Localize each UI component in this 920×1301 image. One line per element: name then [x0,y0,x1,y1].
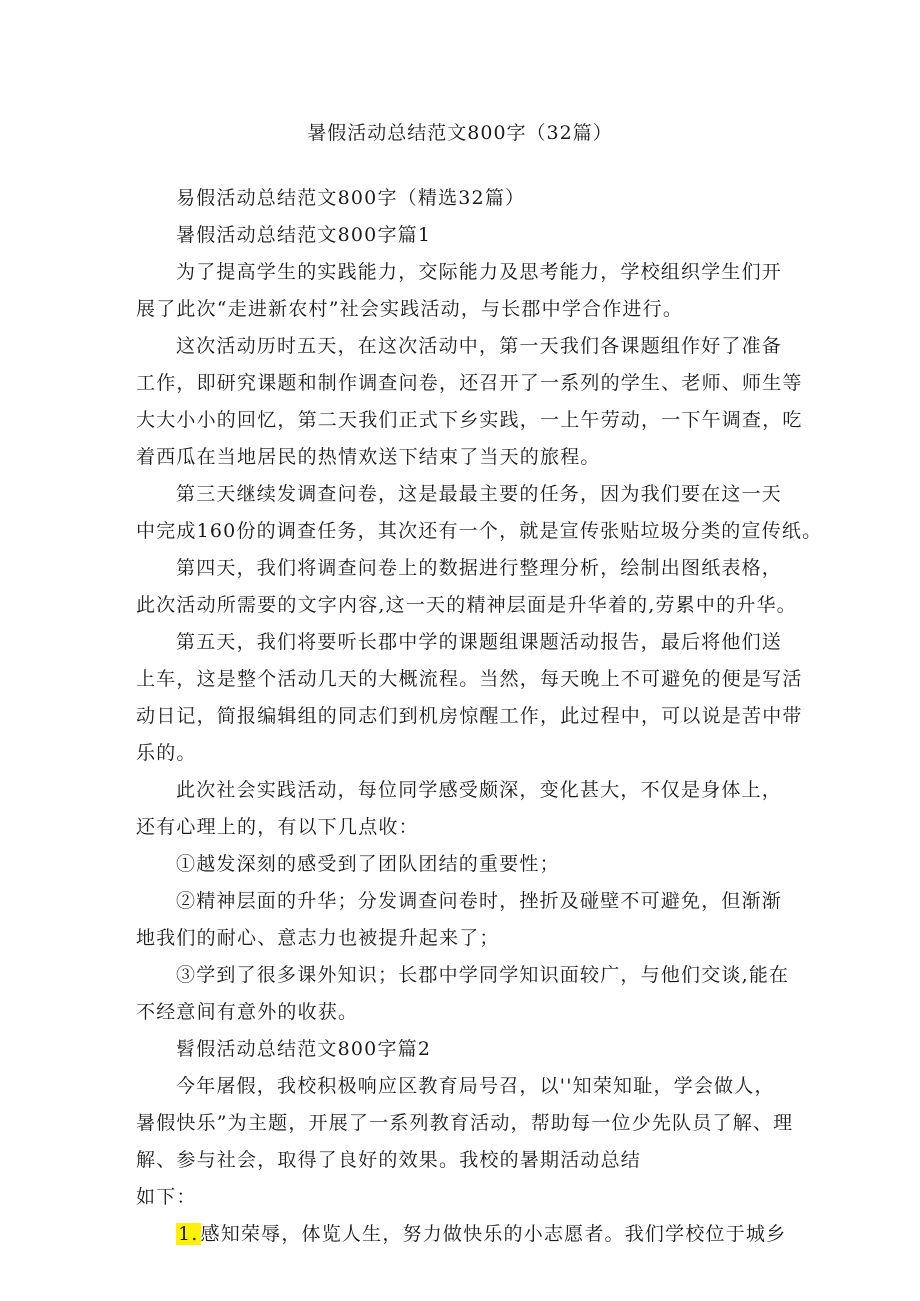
paragraph-2 [136,328,803,476]
list-item-3 [136,957,796,1031]
paragraph-4 [136,550,796,624]
list-item-2 [136,883,796,957]
text-line: 地我们的耐心、意志力也被提升起来了； [136,927,500,949]
text-line: 乐的。 [136,742,197,764]
text-line: 这次活动历时五天，在这次活动中，第一天我们各课题组作好了准备 [176,335,783,357]
text-line: 今年屠假，我校积极响应区教育局号召，以''知荣知耻，学会做人， [176,1075,775,1097]
text-line: 如下： [136,1186,197,1208]
list-item-1: ①越发深刻的感受到了团队团结的重要性； [176,853,560,875]
paragraph-8 [136,1216,796,1253]
text-line: 第四天，我们将调查问卷上的数据进行整理分析，绘制出图纸表格， [176,557,783,579]
text-line: 暑假快乐”为主题，开展了一系列教育活动，帮助每一位少先队员了解、理 [136,1112,794,1134]
document-title: 暑假活动总结范文800字（32篇） [307,122,613,144]
text-line: 此次活动所需要的文字内容,这一天的精神层面是升华着的,劳累中的升华。 [136,594,797,616]
subtitle: 易假活动总结范文800字（精选32篇） [176,187,526,209]
section-heading-1: 暑假活动总结范文800字篇1 [176,224,432,246]
document-body [136,180,823,1253]
highlighted-list-number: 1. [178,1223,199,1245]
text-line: ③学到了很多课外知识；长郡中学同学知识面较广，与他们交谈,能在 [176,964,790,986]
text-line: 不经意间有意外的收获。 [136,1001,359,1023]
text-line: 工作，即研究课题和制作调查问卷，还召开了一系列的学生、老师、师生等 [136,372,803,394]
text-line: 展了此次“走进新农村”社会实践活动，与长郡中学合作进行。 [136,298,684,320]
list-item-text: 感知荣辱，体览人生，努力做快乐的小志愿者。我们学校位于城乡 [200,1223,787,1245]
paragraph-3 [136,476,823,550]
text-line: 此次社会实践活动，每位同学感受颇深，变化甚大，不仅是身体上， [176,779,783,801]
paragraph-7 [136,1068,796,1216]
paragraph-1 [136,254,796,328]
text-line: 着西瓜在当地居民的热情欢送下结束了当天的旅程。 [136,446,601,468]
text-line: 第三天继续发调查问卷，这是最最主要的任务，因为我们要在这一天 [176,483,783,505]
section-heading-2: 髫假活动总结范文800字篇2 [176,1038,432,1060]
text-line: 解、参与社会，取得了良好的效果。我校的暑期活动总结 [136,1149,642,1171]
text-line: 大大小小的回忆，第二天我们正式下乡实践，一上午劳动，一下午调查，吃 [136,409,803,431]
paragraph-6 [136,772,796,846]
text-line: 中完成160份的调查任务，其次还有一个，就是宣传张贴垃圾分类的宣传纸。 [136,520,823,542]
paragraph-5 [136,624,803,772]
text-line: 动日记，简报编辑组的同志们到机房惊醒工作，此过程中，可以说是苦中带 [136,705,803,727]
text-line: 还有心理上的，有以下几点收： [136,816,419,838]
text-line: 第五天，我们将要听长郡中学的课题组课题活动报告，最后将他们送 [176,631,783,653]
text-line: 上车，这是整个活动几天的大概流程。当然，每天晚上不可避免的便是写活 [136,668,803,690]
text-line: 为了提高学生的实践能力，交际能力及思考能力，学校组织学生们开 [176,261,783,283]
text-line [136,1216,796,1253]
text-line: ②精神层面的升华；分发调查问卷时，挫折及碰壁不可避免，但渐渐 [176,890,783,912]
